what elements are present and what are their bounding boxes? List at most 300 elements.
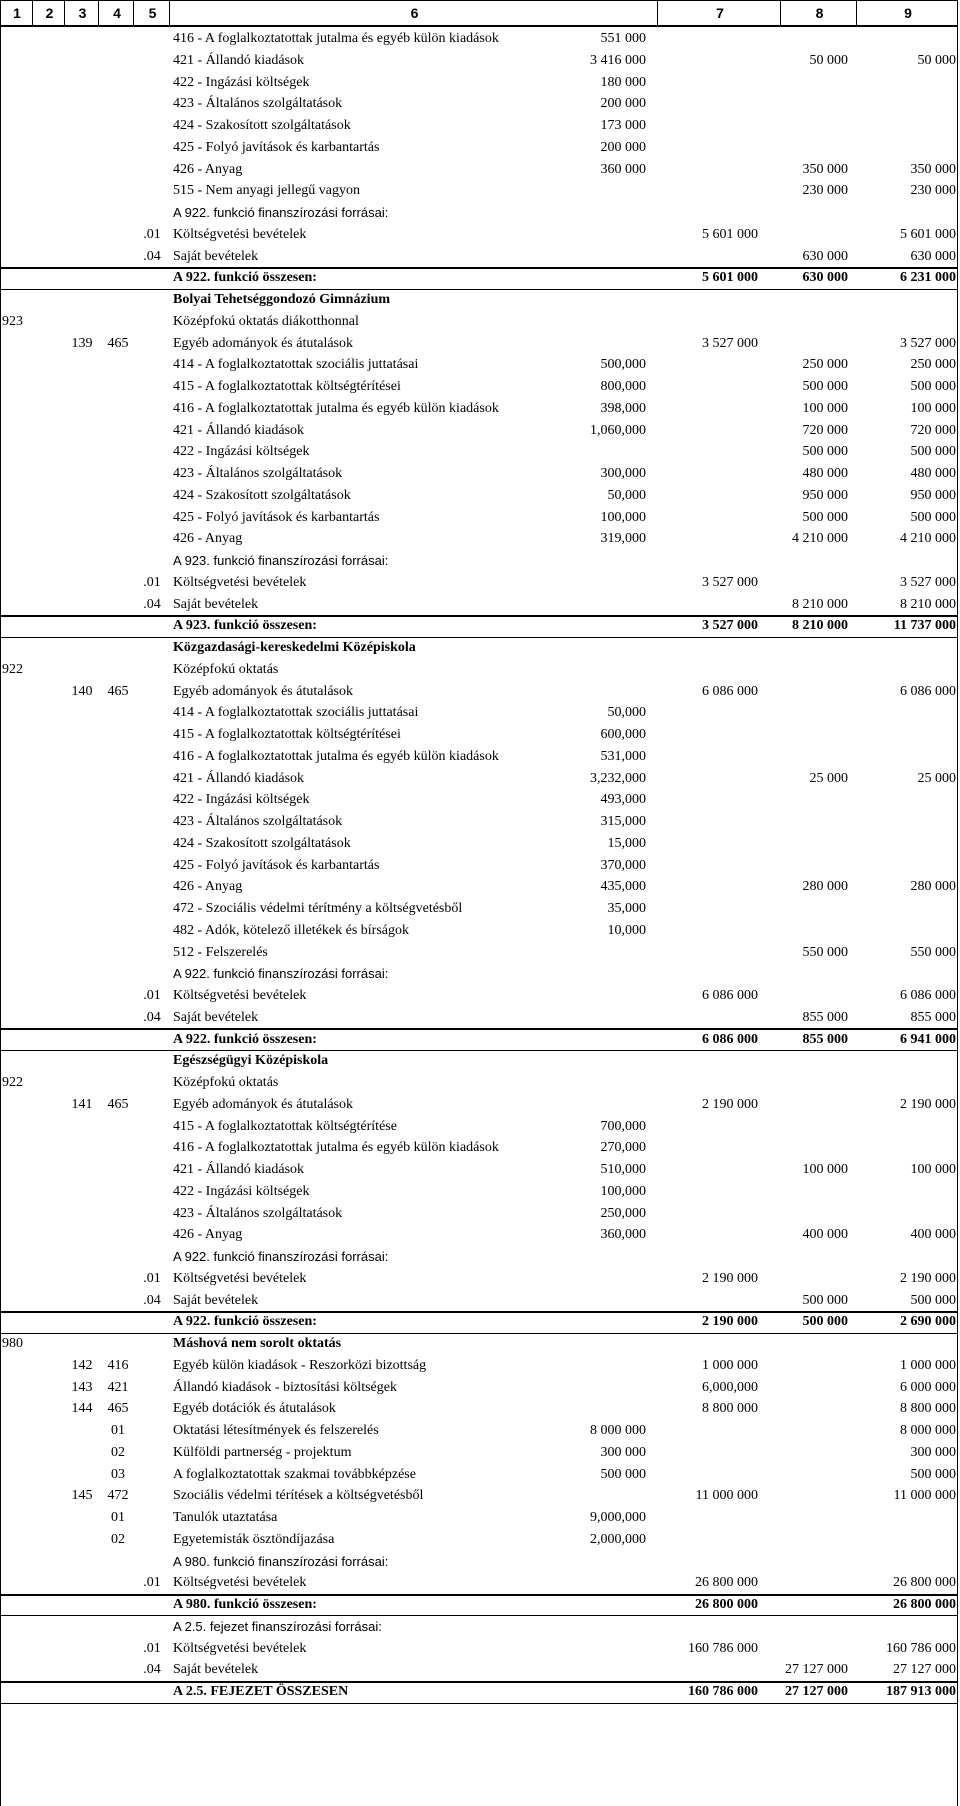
cell-c9: 160 786 000: [886, 1640, 956, 1656]
table-row: [0, 920, 958, 942]
cell-c6: Oktatási létesítmények és felszerelés: [173, 1423, 379, 1438]
table-header: [0, 0, 958, 27]
cell-c6: Egyetemisták ösztöndíjazása: [173, 1531, 335, 1547]
cell-c7b: 2 190 000: [702, 1314, 758, 1330]
cell-c8: 27 127 000: [785, 1684, 848, 1699]
cell-c6: Egyéb adományok és átutalások: [173, 683, 354, 699]
cell-c2: 142: [71, 1357, 93, 1373]
cell-c6: A 980. funkció összesen:: [173, 1597, 317, 1612]
table-row: [0, 507, 958, 529]
cell-c7b: 3 527 000: [702, 335, 758, 351]
cell-c6: Költségvetési bevételek: [173, 574, 307, 590]
cell-c6: Középfokú oktatás: [173, 1075, 279, 1090]
cell-c6: Egyéb dotációk és átutalások: [173, 1401, 336, 1417]
cell-c6: Állandó kiadások - biztosítási költségek: [173, 1379, 397, 1395]
cell-c6: 416 - A foglalkoztatottak jutalma és egyéb külön kiadások: [173, 31, 499, 46]
cell-c7: 493,000: [600, 792, 646, 808]
cell-c2: 139: [71, 335, 93, 351]
cell-c7: 9,000,000: [590, 1510, 646, 1525]
cell-c9: 6 231 000: [900, 270, 956, 286]
cell-c7: 800,000: [600, 379, 646, 394]
cell-c7: 315,000: [600, 814, 646, 829]
cell-c9: 6 000 000: [900, 1379, 956, 1395]
cell-c6: 422 - Ingázási költségek: [173, 1183, 310, 1199]
table-row: [0, 1181, 958, 1203]
cell-c7: 551 000: [600, 31, 646, 46]
cell-c2: 143: [71, 1379, 93, 1395]
table-row: [0, 1050, 958, 1072]
cell-c6: 424 - Szakosított szolgáltatások: [173, 118, 351, 133]
cell-c6: 414 - A foglalkoztatottak szociális juttatásai: [173, 357, 419, 373]
cell-c3: 465: [107, 335, 129, 351]
table-row: [0, 1638, 958, 1660]
cell-c6: A foglalkoztatottak szakmai továbbképzése: [173, 1466, 416, 1482]
table-row: [0, 1072, 958, 1094]
table-row: [0, 1007, 958, 1029]
cell-c6: Saját bevételek: [173, 596, 259, 612]
cell-c8: 280 000: [802, 879, 848, 895]
cell-c5: .01: [143, 988, 161, 1003]
table-row: [0, 1377, 958, 1399]
cell-c1: 922: [2, 1075, 23, 1090]
cell-c8: 500 000: [802, 444, 848, 460]
table-row: [0, 746, 958, 768]
table-row: [0, 963, 958, 985]
cell-c5: .01: [143, 1575, 161, 1591]
cell-c9: 950 000: [910, 487, 956, 503]
table-row: [0, 702, 958, 724]
table-row: [0, 420, 958, 442]
cell-c8: 8 210 000: [792, 596, 848, 612]
cell-c7: 3 416 000: [590, 52, 646, 68]
cell-c7b: 6 086 000: [702, 988, 758, 1003]
table-row: [0, 376, 958, 398]
table-row: [0, 267, 958, 289]
table-row: [0, 115, 958, 137]
cell-c5: .04: [143, 248, 161, 264]
table-row: [0, 246, 958, 268]
cell-c6: Saját bevételek: [173, 1009, 259, 1025]
table-row: [0, 1681, 958, 1703]
table-row: [0, 398, 958, 420]
table-row: [0, 550, 958, 572]
table-row: [0, 1268, 958, 1290]
cell-c5: .01: [143, 1270, 161, 1286]
cell-c7b: 2 190 000: [702, 1270, 758, 1286]
cell-c9: 500 000: [910, 1292, 956, 1308]
cell-c5: .01: [143, 226, 161, 242]
cell-c9: 250 000: [910, 357, 956, 373]
cell-c9: 187 913 000: [886, 1684, 956, 1699]
cell-c9: 8 800 000: [900, 1401, 956, 1417]
cell-c1: 980: [2, 1336, 23, 1351]
cell-c3: 465: [107, 683, 129, 699]
cell-c6: Költségvetési bevételek: [173, 226, 307, 242]
cell-c9: 3 527 000: [900, 574, 956, 590]
table-row: [0, 1529, 958, 1551]
cell-c8: 855 000: [802, 1031, 848, 1047]
cell-c9: 26 800 000: [893, 1597, 956, 1612]
cell-c9: 500 000: [910, 1466, 956, 1482]
header-col-9: 9: [904, 5, 912, 21]
cell-c6: Középfokú oktatás: [173, 661, 279, 677]
cell-c7: 15,000: [607, 835, 646, 851]
column-rule: [98, 0, 99, 27]
cell-c6: A 922. funkció finanszírozási forrásai:: [173, 1249, 389, 1264]
cell-c9: 230 000: [910, 183, 956, 199]
table-row: [0, 441, 958, 463]
table-row: [0, 876, 958, 898]
table-row: [0, 1551, 958, 1573]
cell-c7: 200 000: [600, 96, 646, 112]
column-rule: [133, 0, 134, 27]
cell-c6: 426 - Anyag: [173, 531, 243, 547]
cell-c5: .01: [143, 574, 161, 590]
cell-c9: 480 000: [910, 466, 956, 481]
table-row: [0, 898, 958, 920]
cell-c3: 02: [111, 1444, 125, 1460]
table-row: [0, 333, 958, 355]
cell-c7b: 3 527 000: [702, 618, 758, 634]
cell-c6: A 923. funkció összesen:: [173, 618, 317, 634]
cell-c9: 855 000: [910, 1009, 956, 1025]
cell-c8: 100 000: [802, 400, 848, 416]
cell-c9: 1 000 000: [900, 1357, 956, 1373]
table-row: [0, 855, 958, 877]
table-row: [0, 1116, 958, 1138]
column-rule: [169, 0, 170, 27]
table-row: [0, 724, 958, 746]
cell-c6: 515 - Nem anyagi jellegű vagyon: [173, 183, 361, 199]
cell-c9: 400 000: [910, 1227, 956, 1243]
cell-c7: 360,000: [600, 1227, 646, 1243]
cell-c7: 200 000: [600, 139, 646, 155]
cell-c7b: 160 786 000: [688, 1684, 758, 1699]
cell-c7: 270,000: [600, 1140, 646, 1156]
table-row: [0, 93, 958, 115]
table-row: [0, 833, 958, 855]
cell-c6: 421 - Állandó kiadások: [173, 422, 305, 438]
cell-c8: 630 000: [802, 270, 848, 286]
cell-c7: 100,000: [600, 1183, 646, 1199]
cell-c6: 416 - A foglalkoztatottak jutalma és egyéb külön kiadások: [173, 748, 499, 764]
table-row: [0, 637, 958, 659]
cell-c9: 6 086 000: [900, 988, 956, 1003]
table-row: [0, 180, 958, 202]
cell-c9: 630 000: [910, 248, 956, 264]
table-row: [0, 1203, 958, 1225]
table-row: [0, 485, 958, 507]
cell-c9: 350 000: [910, 161, 956, 177]
cell-c8: 27 127 000: [785, 1662, 848, 1678]
cell-c6: 421 - Állandó kiadások: [173, 52, 305, 68]
table-row: [0, 202, 958, 224]
cell-c6: Egyéb külön kiadások - Reszorközi bizottság: [173, 1357, 427, 1373]
table-row: [0, 528, 958, 550]
cell-c8: 500 000: [802, 509, 848, 525]
table-row: [0, 1485, 958, 1507]
cell-c9: 500 000: [910, 444, 956, 460]
cell-c6: Középfokú oktatás diákotthonnal: [173, 313, 359, 329]
cell-c8: 350 000: [802, 161, 848, 177]
cell-c2: 145: [71, 1488, 93, 1504]
cell-c7: 531,000: [600, 748, 646, 764]
table-row: [0, 28, 958, 50]
table-row: [0, 1029, 958, 1051]
cell-c7: 50,000: [607, 705, 646, 721]
cell-c6: Költségvetési bevételek: [173, 1270, 307, 1286]
cell-c6: 415 - A foglalkoztatottak költségtérítései: [173, 379, 401, 394]
header-col-7: 7: [716, 5, 724, 21]
cell-c7b: 5 601 000: [702, 270, 758, 286]
cell-c6: Egészségügyi Középiskola: [173, 1053, 329, 1069]
cell-c7: 700,000: [600, 1118, 646, 1134]
cell-c3: 416: [107, 1357, 129, 1373]
cell-c8: 720 000: [802, 422, 848, 438]
cell-c9: 100 000: [910, 1162, 956, 1177]
column-rule: [780, 0, 781, 27]
table-row: [0, 311, 958, 333]
table-row: [0, 1355, 958, 1377]
table-row: [0, 659, 958, 681]
cell-c8: 500 000: [802, 1292, 848, 1308]
cell-c5: .04: [143, 1662, 161, 1678]
cell-c6: 426 - Anyag: [173, 879, 243, 895]
cell-c6: 421 - Állandó kiadások: [173, 1162, 305, 1177]
table-row: [0, 1094, 958, 1116]
cell-c8: 500 000: [802, 1314, 848, 1330]
table-row: [0, 1290, 958, 1312]
column-rule: [64, 0, 65, 27]
table-row: [0, 1159, 958, 1181]
table-row: [0, 50, 958, 72]
cell-c7: 360 000: [600, 161, 646, 177]
table-row: [0, 942, 958, 964]
cell-c7: 8 000 000: [590, 1423, 646, 1438]
table-row: [0, 572, 958, 594]
cell-c8: 550 000: [802, 944, 848, 960]
table-row: [0, 463, 958, 485]
table-row: [0, 594, 958, 616]
cell-c7b: 26 800 000: [695, 1575, 758, 1591]
table-row: [0, 1659, 958, 1681]
cell-c7: 10,000: [607, 922, 646, 938]
cell-c7: 370,000: [600, 857, 646, 873]
cell-c6: 421 - Állandó kiadások: [173, 770, 305, 786]
table-row: [0, 1333, 958, 1355]
cell-c8: 4 210 000: [792, 531, 848, 547]
cell-c7b: 6 086 000: [702, 683, 758, 699]
table-row: [0, 224, 958, 246]
cell-c9: 6 941 000: [900, 1031, 956, 1047]
cell-c6: Saját bevételek: [173, 1292, 259, 1308]
cell-c6: A 922. funkció összesen:: [173, 1314, 317, 1330]
cell-c6: 482 - Adók, kötelező illetékek és bírságok: [173, 922, 409, 938]
cell-c9: 26 800 000: [893, 1575, 956, 1591]
cell-c9: 8 210 000: [900, 596, 956, 612]
cell-c7b: 6 086 000: [702, 1031, 758, 1047]
header-col-2: 2: [45, 5, 54, 21]
table-row: [0, 72, 958, 94]
cell-c3: 465: [107, 1096, 129, 1112]
cell-c7b: 5 601 000: [702, 226, 758, 242]
cell-c9: 500 000: [910, 379, 956, 394]
cell-c7b: 1 000 000: [702, 1357, 758, 1373]
cell-c6: 424 - Szakosított szolgáltatások: [173, 835, 351, 851]
cell-c9: 25 000: [917, 770, 956, 786]
cell-c7: 319,000: [600, 531, 646, 547]
cell-c9: 2 190 000: [900, 1096, 956, 1112]
header-col-4: 4: [113, 5, 121, 21]
cell-c9: 3 527 000: [900, 335, 956, 351]
cell-c6: Költségvetési bevételek: [173, 988, 307, 1003]
table-row: [0, 137, 958, 159]
cell-c6: 425 - Folyó javítások és karbantartás: [173, 857, 380, 873]
cell-c6: 416 - A foglalkoztatottak jutalma és egyéb külön kiadások: [173, 1140, 499, 1156]
cell-c5: .04: [143, 596, 161, 612]
cell-c6: 422 - Ingázási költségek: [173, 74, 310, 90]
cell-c7b: 3 527 000: [702, 574, 758, 590]
header-col-3: 3: [78, 5, 87, 21]
cell-c7: 1,060,000: [590, 422, 646, 438]
table-row: [0, 1224, 958, 1246]
table-row: [0, 289, 958, 311]
table-row: [0, 681, 958, 703]
cell-c9: 500 000: [910, 509, 956, 525]
cell-c7b: 26 800 000: [695, 1597, 758, 1612]
cell-c7: 173 000: [600, 118, 646, 133]
cell-c7b: 2 190 000: [702, 1096, 758, 1112]
cell-c8: 630 000: [802, 248, 848, 264]
cell-c6: 423 - Általános szolgáltatások: [173, 814, 343, 829]
table-row: [0, 985, 958, 1007]
cell-c6: Egyéb adományok és átutalások: [173, 335, 354, 351]
cell-c9: 280 000: [910, 879, 956, 895]
cell-c9: 27 127 000: [893, 1662, 956, 1678]
cell-c6: 414 - A foglalkoztatottak szociális juttatásai: [173, 705, 419, 721]
cell-c9: 2 690 000: [900, 1314, 956, 1330]
table-row: [0, 1420, 958, 1442]
cell-c7: 500 000: [600, 1466, 646, 1482]
cell-c5: .04: [143, 1009, 161, 1025]
cell-c7: 500,000: [600, 357, 646, 373]
column-rule: [856, 0, 857, 27]
column-rule: [32, 0, 33, 27]
cell-c6: A 980. funkció finanszírozási forrásai:: [173, 1553, 389, 1569]
cell-c9: 720 000: [910, 422, 956, 438]
cell-c2: 141: [71, 1096, 93, 1112]
cell-c8: 100 000: [802, 1162, 848, 1177]
cell-c6: 416 - A foglalkoztatottak jutalma és egyéb külön kiadások: [173, 400, 499, 416]
cell-c8: 500 000: [802, 379, 848, 394]
cell-c7: 250,000: [600, 1205, 646, 1221]
cell-c9: 300 000: [910, 1444, 956, 1460]
cell-c6: 425 - Folyó javítások és karbantartás: [173, 139, 380, 155]
table-row: [0, 1507, 958, 1529]
cell-c6: 422 - Ingázási költségek: [173, 792, 310, 808]
table-row: [0, 1137, 958, 1159]
table-row: [0, 159, 958, 181]
table-row: [0, 811, 958, 833]
cell-c6: 425 - Folyó javítások és karbantartás: [173, 509, 380, 525]
table-row: [0, 789, 958, 811]
cell-c6: A 2.5. FEJEZET ÖSSZESEN: [173, 1684, 349, 1699]
cell-c7: 300 000: [600, 1444, 646, 1460]
cell-c3: 01: [111, 1510, 125, 1525]
cell-c8: 230 000: [802, 183, 848, 199]
cell-c3: 472: [107, 1488, 129, 1504]
cell-c6: 472 - Szociális védelmi térítmény a költségvetésből: [173, 901, 463, 916]
cell-c8: 250 000: [802, 357, 848, 373]
cell-c6: 426 - Anyag: [173, 161, 243, 177]
cell-c7: 2,000,000: [590, 1531, 646, 1547]
cell-c7: 300,000: [600, 466, 646, 481]
cell-c6: Költségvetési bevételek: [173, 1575, 307, 1591]
cell-c8: 400 000: [802, 1227, 848, 1243]
cell-c6: Külföldi partnerség - projektum: [173, 1444, 352, 1460]
table-row: [0, 1398, 958, 1420]
cell-c6: Költségvetési bevételek: [173, 1640, 307, 1656]
cell-c3: 03: [111, 1466, 125, 1482]
cell-c1: 922: [2, 661, 23, 677]
cell-c6: 422 - Ingázási költségek: [173, 444, 310, 460]
cell-c6: Tanulók utaztatása: [173, 1510, 278, 1525]
cell-c7: 435,000: [600, 879, 646, 895]
cell-c6: A 2.5. fejezet finanszírozási forrásai:: [173, 1618, 382, 1634]
table-row: [0, 1594, 958, 1616]
table-row: [0, 1572, 958, 1594]
cell-c8: 50 000: [809, 52, 848, 68]
cell-c7: 510,000: [600, 1162, 646, 1177]
cell-c5: .01: [143, 1640, 161, 1656]
cell-c6: 415 - A foglalkoztatottak költségtérítései: [173, 727, 401, 742]
cell-c7: 50,000: [607, 487, 646, 503]
cell-c7b: 160 786 000: [688, 1640, 758, 1656]
column-rule: [657, 0, 658, 27]
cell-c7b: 11 000 000: [695, 1488, 758, 1504]
cell-c6: A 922. funkció összesen:: [173, 270, 317, 286]
cell-c9: 550 000: [910, 944, 956, 960]
cell-c6: A 922. funkció finanszírozási forrásai:: [173, 966, 389, 982]
cell-c2: 144: [71, 1401, 93, 1417]
cell-c3: 421: [107, 1379, 129, 1395]
header-col-8: 8: [815, 5, 824, 21]
cell-c6: 423 - Általános szolgáltatások: [173, 1205, 343, 1221]
cell-c6: Közgazdasági-kereskedelmi Középiskola: [173, 640, 416, 655]
cell-c3: 465: [107, 1401, 129, 1417]
cell-c8: 8 210 000: [792, 618, 848, 634]
cell-c7b: 6,000,000: [702, 1379, 758, 1395]
table-row: [0, 615, 958, 637]
cell-c9: 2 190 000: [900, 1270, 956, 1286]
cell-c6: A 922. funkció összesen:: [173, 1031, 317, 1047]
cell-c6: A 923. funkció finanszírozási forrásai:: [173, 553, 389, 568]
table-row: [0, 1442, 958, 1464]
header-col-6: 6: [410, 5, 419, 21]
cell-c9: 8 000 000: [900, 1423, 956, 1438]
cell-c3: 01: [111, 1423, 125, 1438]
cell-c3: 02: [111, 1531, 125, 1547]
cell-c9: 5 601 000: [900, 226, 956, 242]
cell-c6: Bolyai Tehetséggondozó Gimnázium: [173, 292, 391, 307]
cell-c7: 3,232,000: [590, 770, 646, 786]
cell-c9: 11 737 000: [893, 618, 956, 634]
cell-c1: 923: [2, 313, 23, 329]
cell-c7: 398,000: [600, 400, 646, 416]
cell-c9: 100 000: [910, 400, 956, 416]
cell-c9: 50 000: [917, 52, 956, 68]
table-row: [0, 768, 958, 790]
